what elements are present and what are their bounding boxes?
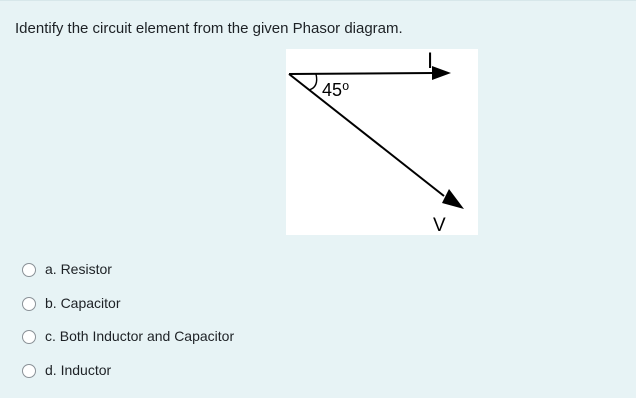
phasor-diagram [286,49,478,235]
radio-button[interactable] [22,364,36,378]
option-a[interactable] [22,260,234,294]
radio-button[interactable] [22,297,36,311]
option-c[interactable] [22,327,234,361]
answer-options [22,260,234,395]
current-label: I [427,49,434,73]
option-label: b. Capacitor [45,294,121,311]
question-text: Identify the circuit element from the given Phasor diagram. [15,20,403,37]
voltage-label: V [433,215,446,235]
option-label: d. Inductor [45,362,112,379]
option-label: a. Resistor [45,261,112,277]
voltage-phasor [289,74,464,209]
phasor-diagram-svg [286,49,478,235]
option-b[interactable] [22,294,234,328]
radio-button[interactable] [22,330,36,344]
option-d[interactable] [22,361,234,395]
radio-button[interactable] [22,263,36,277]
option-label: c. Both Inductor and Capacitor [45,328,235,345]
angle-arc [309,74,317,90]
angle-label: 45⁰ [322,80,350,100]
